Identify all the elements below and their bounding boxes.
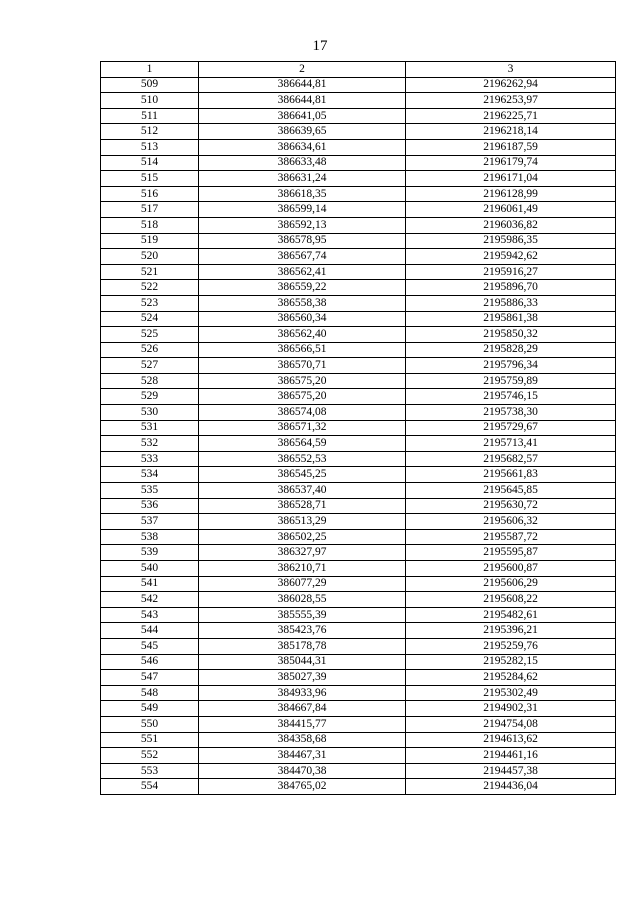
- y-coordinate-cell: 2195746,15: [406, 389, 616, 405]
- point-number-cell: 532: [101, 436, 199, 452]
- table-row: [101, 701, 616, 717]
- coordinates-table: [100, 61, 616, 795]
- point-number-cell: 521: [101, 264, 199, 280]
- x-coordinate-cell: 386631,24: [199, 171, 406, 187]
- x-coordinate-cell: 386559,22: [199, 280, 406, 296]
- table-row: [101, 202, 616, 218]
- point-number-cell: 537: [101, 514, 199, 530]
- y-coordinate-cell: 2196128,99: [406, 186, 616, 202]
- point-number-cell: 524: [101, 311, 199, 327]
- y-coordinate-cell: 2195259,76: [406, 638, 616, 654]
- point-number-cell: 512: [101, 124, 199, 140]
- x-coordinate-cell: 386634,61: [199, 139, 406, 155]
- table-row: [101, 217, 616, 233]
- point-number-cell: 516: [101, 186, 199, 202]
- x-coordinate-cell: 386528,71: [199, 498, 406, 514]
- table-row: [101, 467, 616, 483]
- point-number-cell: 510: [101, 93, 199, 109]
- y-coordinate-cell: 2195861,38: [406, 311, 616, 327]
- point-number-cell: 544: [101, 623, 199, 639]
- y-coordinate-cell: 2194754,08: [406, 716, 616, 732]
- table-row: [101, 249, 616, 265]
- table-row: [101, 576, 616, 592]
- x-coordinate-cell: 386639,65: [199, 124, 406, 140]
- point-number-cell: 527: [101, 358, 199, 374]
- y-coordinate-cell: 2195661,83: [406, 467, 616, 483]
- x-coordinate-cell: 386552,53: [199, 451, 406, 467]
- x-coordinate-cell: 386578,95: [199, 233, 406, 249]
- point-number-cell: 513: [101, 139, 199, 155]
- point-number-cell: 511: [101, 108, 199, 124]
- x-coordinate-cell: 386644,81: [199, 93, 406, 109]
- table-row: [101, 77, 616, 93]
- y-coordinate-cell: 2195828,29: [406, 342, 616, 358]
- table-row: [101, 763, 616, 779]
- point-number-cell: 526: [101, 342, 199, 358]
- table-row: [101, 295, 616, 311]
- y-coordinate-cell: 2195282,15: [406, 654, 616, 670]
- y-coordinate-cell: 2195645,85: [406, 483, 616, 499]
- point-number-cell: 534: [101, 467, 199, 483]
- x-coordinate-cell: 386633,48: [199, 155, 406, 171]
- point-number-cell: 533: [101, 451, 199, 467]
- column-header-1: 1: [101, 62, 199, 78]
- table-row: [101, 171, 616, 187]
- table-row: [101, 607, 616, 623]
- point-number-cell: 525: [101, 327, 199, 343]
- x-coordinate-cell: 386537,40: [199, 483, 406, 499]
- y-coordinate-cell: 2195587,72: [406, 529, 616, 545]
- table-row: [101, 186, 616, 202]
- point-number-cell: 551: [101, 732, 199, 748]
- point-number-cell: 515: [101, 171, 199, 187]
- x-coordinate-cell: 386562,41: [199, 264, 406, 280]
- y-coordinate-cell: 2196187,59: [406, 139, 616, 155]
- x-coordinate-cell: 384415,77: [199, 716, 406, 732]
- y-coordinate-cell: 2194436,04: [406, 779, 616, 795]
- x-coordinate-cell: 386502,25: [199, 529, 406, 545]
- y-coordinate-cell: 2195729,67: [406, 420, 616, 436]
- table-row: [101, 389, 616, 405]
- x-coordinate-cell: 386327,97: [199, 545, 406, 561]
- table-row: [101, 716, 616, 732]
- x-coordinate-cell: 386513,29: [199, 514, 406, 530]
- table-row: [101, 514, 616, 530]
- x-coordinate-cell: 386641,05: [199, 108, 406, 124]
- x-coordinate-cell: 385555,39: [199, 607, 406, 623]
- y-coordinate-cell: 2195713,41: [406, 436, 616, 452]
- point-number-cell: 541: [101, 576, 199, 592]
- table-row: [101, 358, 616, 374]
- table-row: [101, 436, 616, 452]
- table-row: [101, 124, 616, 140]
- x-coordinate-cell: 385027,39: [199, 670, 406, 686]
- x-coordinate-cell: 386566,51: [199, 342, 406, 358]
- table-row: [101, 545, 616, 561]
- point-number-cell: 514: [101, 155, 199, 171]
- table-row: [101, 498, 616, 514]
- x-coordinate-cell: 384358,68: [199, 732, 406, 748]
- point-number-cell: 522: [101, 280, 199, 296]
- y-coordinate-cell: 2195850,32: [406, 327, 616, 343]
- point-number-cell: 548: [101, 685, 199, 701]
- y-coordinate-cell: 2195606,29: [406, 576, 616, 592]
- x-coordinate-cell: 386599,14: [199, 202, 406, 218]
- point-number-cell: 538: [101, 529, 199, 545]
- y-coordinate-cell: 2196036,82: [406, 217, 616, 233]
- table-row: [101, 327, 616, 343]
- page-number: 17: [312, 38, 328, 54]
- x-coordinate-cell: 386558,38: [199, 295, 406, 311]
- point-number-cell: 530: [101, 405, 199, 421]
- table-body: [101, 77, 616, 794]
- x-coordinate-cell: 384933,96: [199, 685, 406, 701]
- column-header-2: 2: [199, 62, 406, 78]
- y-coordinate-cell: 2195396,21: [406, 623, 616, 639]
- x-coordinate-cell: 384470,38: [199, 763, 406, 779]
- table-row: [101, 529, 616, 545]
- x-coordinate-cell: 384765,02: [199, 779, 406, 795]
- y-coordinate-cell: 2194461,16: [406, 748, 616, 764]
- x-coordinate-cell: 386028,55: [199, 592, 406, 608]
- y-coordinate-cell: 2196061,49: [406, 202, 616, 218]
- table-row: [101, 654, 616, 670]
- y-coordinate-cell: 2195796,34: [406, 358, 616, 374]
- point-number-cell: 536: [101, 498, 199, 514]
- y-coordinate-cell: 2195630,72: [406, 498, 616, 514]
- y-coordinate-cell: 2195942,62: [406, 249, 616, 265]
- table-row: [101, 139, 616, 155]
- y-coordinate-cell: 2195986,35: [406, 233, 616, 249]
- y-coordinate-cell: 2194613,62: [406, 732, 616, 748]
- table-row: [101, 779, 616, 795]
- table-row: [101, 264, 616, 280]
- x-coordinate-cell: 386571,32: [199, 420, 406, 436]
- point-number-cell: 519: [101, 233, 199, 249]
- x-coordinate-cell: 386570,71: [199, 358, 406, 374]
- x-coordinate-cell: 384667,84: [199, 701, 406, 717]
- table-row: [101, 108, 616, 124]
- point-number-cell: 543: [101, 607, 199, 623]
- y-coordinate-cell: 2195284,62: [406, 670, 616, 686]
- point-number-cell: 523: [101, 295, 199, 311]
- y-coordinate-cell: 2195886,33: [406, 295, 616, 311]
- x-coordinate-cell: 385423,76: [199, 623, 406, 639]
- y-coordinate-cell: 2196179,74: [406, 155, 616, 171]
- point-number-cell: 509: [101, 77, 199, 93]
- point-number-cell: 535: [101, 483, 199, 499]
- table-row: [101, 748, 616, 764]
- x-coordinate-cell: 384467,31: [199, 748, 406, 764]
- x-coordinate-cell: 386210,71: [199, 561, 406, 577]
- y-coordinate-cell: 2196253,97: [406, 93, 616, 109]
- y-coordinate-cell: 2195738,30: [406, 405, 616, 421]
- y-coordinate-cell: 2195302,49: [406, 685, 616, 701]
- y-coordinate-cell: 2196262,94: [406, 77, 616, 93]
- point-number-cell: 552: [101, 748, 199, 764]
- y-coordinate-cell: 2195916,27: [406, 264, 616, 280]
- x-coordinate-cell: 386644,81: [199, 77, 406, 93]
- y-coordinate-cell: 2195608,22: [406, 592, 616, 608]
- point-number-cell: 528: [101, 373, 199, 389]
- y-coordinate-cell: 2196218,14: [406, 124, 616, 140]
- point-number-cell: 553: [101, 763, 199, 779]
- table-row: [101, 233, 616, 249]
- x-coordinate-cell: 386618,35: [199, 186, 406, 202]
- point-number-cell: 539: [101, 545, 199, 561]
- table-row: [101, 405, 616, 421]
- x-coordinate-cell: 386592,13: [199, 217, 406, 233]
- x-coordinate-cell: 386562,40: [199, 327, 406, 343]
- x-coordinate-cell: 386564,59: [199, 436, 406, 452]
- point-number-cell: 540: [101, 561, 199, 577]
- column-header-3: 3: [406, 62, 616, 78]
- y-coordinate-cell: 2195606,32: [406, 514, 616, 530]
- x-coordinate-cell: 386567,74: [199, 249, 406, 265]
- y-coordinate-cell: 2194902,31: [406, 701, 616, 717]
- y-coordinate-cell: 2195682,57: [406, 451, 616, 467]
- point-number-cell: 546: [101, 654, 199, 670]
- y-coordinate-cell: 2194457,38: [406, 763, 616, 779]
- table-row: [101, 685, 616, 701]
- table-row: [101, 373, 616, 389]
- table-header-row: [101, 62, 616, 78]
- x-coordinate-cell: 386575,20: [199, 373, 406, 389]
- table-row: [101, 280, 616, 296]
- table-row: [101, 623, 616, 639]
- point-number-cell: 550: [101, 716, 199, 732]
- table-row: [101, 732, 616, 748]
- point-number-cell: 529: [101, 389, 199, 405]
- x-coordinate-cell: 385178,78: [199, 638, 406, 654]
- y-coordinate-cell: 2195759,89: [406, 373, 616, 389]
- table-row: [101, 670, 616, 686]
- table-row: [101, 592, 616, 608]
- point-number-cell: 542: [101, 592, 199, 608]
- x-coordinate-cell: 386574,08: [199, 405, 406, 421]
- table-row: [101, 638, 616, 654]
- point-number-cell: 549: [101, 701, 199, 717]
- y-coordinate-cell: 2195595,87: [406, 545, 616, 561]
- table-row: [101, 93, 616, 109]
- y-coordinate-cell: 2195896,70: [406, 280, 616, 296]
- y-coordinate-cell: 2196171,04: [406, 171, 616, 187]
- point-number-cell: 545: [101, 638, 199, 654]
- point-number-cell: 554: [101, 779, 199, 795]
- y-coordinate-cell: 2195600,87: [406, 561, 616, 577]
- y-coordinate-cell: 2195482,61: [406, 607, 616, 623]
- table-row: [101, 420, 616, 436]
- point-number-cell: 520: [101, 249, 199, 265]
- x-coordinate-cell: 385044,31: [199, 654, 406, 670]
- point-number-cell: 531: [101, 420, 199, 436]
- point-number-cell: 517: [101, 202, 199, 218]
- x-coordinate-cell: 386545,25: [199, 467, 406, 483]
- x-coordinate-cell: 386575,20: [199, 389, 406, 405]
- table-row: [101, 342, 616, 358]
- x-coordinate-cell: 386077,29: [199, 576, 406, 592]
- x-coordinate-cell: 386560,34: [199, 311, 406, 327]
- table-row: [101, 483, 616, 499]
- point-number-cell: 518: [101, 217, 199, 233]
- y-coordinate-cell: 2196225,71: [406, 108, 616, 124]
- table-row: [101, 561, 616, 577]
- table-row: [101, 451, 616, 467]
- table-row: [101, 155, 616, 171]
- table-row: [101, 311, 616, 327]
- point-number-cell: 547: [101, 670, 199, 686]
